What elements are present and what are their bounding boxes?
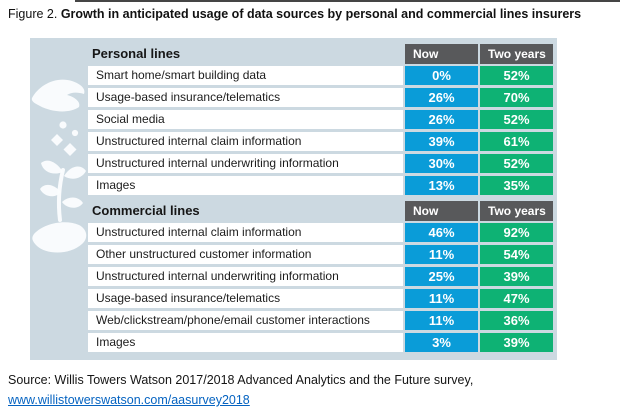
two-years-value: 92%: [480, 223, 553, 242]
row-label: Web/clickstream/phone/email customer interactions: [88, 311, 403, 330]
column-header-two-years: Two years: [480, 201, 553, 221]
table-row: [88, 333, 553, 352]
now-value: 30%: [405, 154, 478, 173]
now-value: 11%: [405, 311, 478, 330]
now-value: 25%: [405, 267, 478, 286]
row-label: Unstructured internal underwriting information: [88, 267, 403, 286]
cropped-content-edge: [75, 0, 620, 2]
table-row: [88, 289, 553, 308]
now-value: 3%: [405, 333, 478, 352]
hands-seeds-plant-icon: [30, 68, 90, 268]
table-row: [88, 223, 553, 242]
table-row: [88, 110, 553, 129]
data-table: [88, 44, 553, 352]
row-label: Images: [88, 333, 403, 352]
table-row: [88, 88, 553, 107]
two-years-value: 47%: [480, 289, 553, 308]
now-value: 13%: [405, 176, 478, 195]
row-label: Images: [88, 176, 403, 195]
table-row: [88, 154, 553, 173]
two-years-value: 70%: [480, 88, 553, 107]
table-row: [88, 66, 553, 85]
section-header-commercial: [88, 201, 553, 221]
two-years-value: 52%: [480, 154, 553, 173]
column-header-now: Now: [405, 44, 478, 64]
now-value: 11%: [405, 245, 478, 264]
figure-label: Figure 2.: [8, 7, 58, 21]
two-years-value: 54%: [480, 245, 553, 264]
now-value: 26%: [405, 88, 478, 107]
two-years-value: 39%: [480, 267, 553, 286]
table-row: [88, 132, 553, 151]
now-value: 26%: [405, 110, 478, 129]
two-years-value: 35%: [480, 176, 553, 195]
two-years-value: 52%: [480, 110, 553, 129]
row-label: Usage-based insurance/telematics: [88, 289, 403, 308]
figure-panel: [30, 38, 557, 360]
table-row: [88, 267, 553, 286]
two-years-value: 36%: [480, 311, 553, 330]
now-value: 46%: [405, 223, 478, 242]
table-row: [88, 176, 553, 195]
column-header-now: Now: [405, 201, 478, 221]
source-text: Source: Willis Towers Watson 2017/2018 Advanced Analytics and the Future survey,: [8, 373, 474, 387]
section-title: Commercial lines: [92, 203, 200, 218]
row-label: Unstructured internal claim information: [88, 223, 403, 242]
table-row: [88, 245, 553, 264]
table-row: [88, 311, 553, 330]
figure-title-text: Growth in anticipated usage of data sources by personal and commercial lines insurers: [60, 7, 582, 21]
row-label: Smart home/smart building data: [88, 66, 403, 85]
section-header-personal: [88, 44, 553, 64]
now-value: 39%: [405, 132, 478, 151]
two-years-value: 61%: [480, 132, 553, 151]
source-note: [8, 370, 614, 410]
row-label: Other unstructured customer information: [88, 245, 403, 264]
row-label: Unstructured internal underwriting information: [88, 154, 403, 173]
now-value: 0%: [405, 66, 478, 85]
source-link[interactable]: www.willistowerswatson.com/aasurvey2018: [8, 393, 250, 407]
now-value: 11%: [405, 289, 478, 308]
row-label: Social media: [88, 110, 403, 129]
two-years-value: 39%: [480, 333, 553, 352]
column-header-two-years: Two years: [480, 44, 553, 64]
row-label: Unstructured internal claim information: [88, 132, 403, 151]
section-title: Personal lines: [92, 46, 181, 61]
two-years-value: 52%: [480, 66, 553, 85]
row-label: Usage-based insurance/telematics: [88, 88, 403, 107]
figure-title: [8, 6, 616, 22]
